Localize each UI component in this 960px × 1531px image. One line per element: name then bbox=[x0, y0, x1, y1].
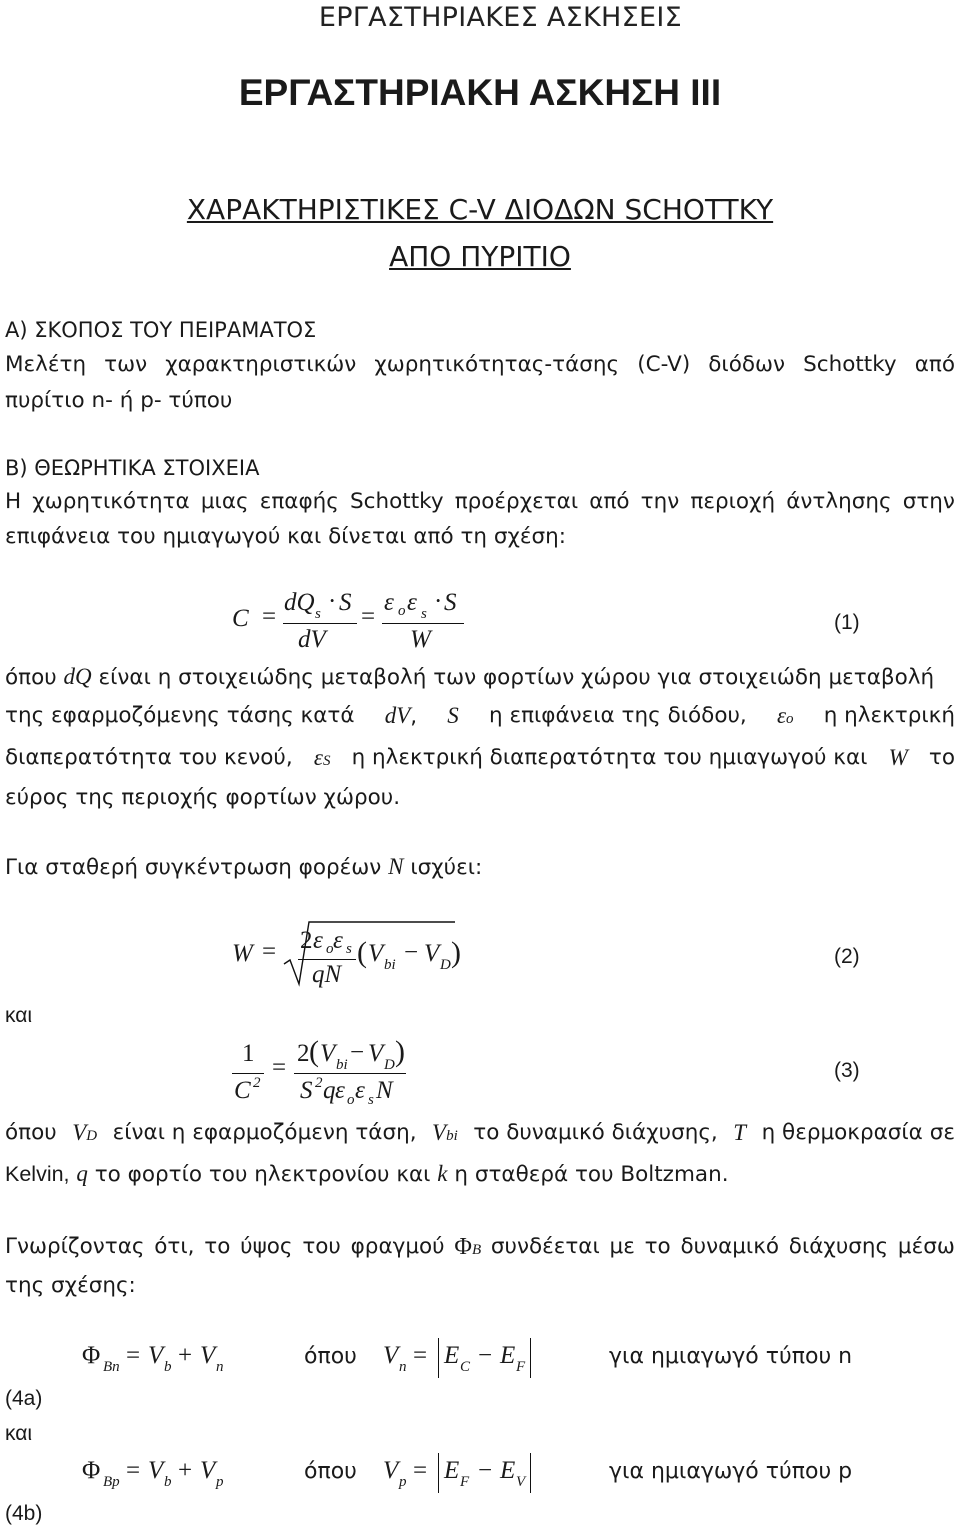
page-title: ΕΡΓΑΣΤΗΡΙΑΚΗ ΑΣΚΗΣΗ ΙΙΙ bbox=[238, 72, 722, 113]
equation-1-label: (1) bbox=[834, 611, 860, 634]
carrier-concentration-line: Για σταθερή συγκέντρωση φορέων N ισχύει: bbox=[5, 854, 483, 880]
definitions-line-4: εύρος της περιοχής φορτίων χώρου. bbox=[5, 785, 401, 810]
section-b-line-2: επιφάνεια του ημιαγωγού και δίνεται από τη σχέση: bbox=[5, 524, 567, 549]
section-a-line-2: πυρίτιο n- ή p- τύπου bbox=[5, 388, 233, 413]
subtitle-line-1: ΧΑΡΑΚΤΗΡΙΣΤΙΚΕΣ C-V ΔΙΟΔΩΝ SCHOTTKY bbox=[186, 193, 774, 226]
equation-3-label: (3) bbox=[834, 1059, 860, 1082]
subtitle-line-2: ΑΠΟ ΠΥΡΙΤΙΟ bbox=[389, 240, 571, 273]
section-b-heading: Β) ΘΕΩΡΗΤΙΚΑ ΣΤΟΙΧΕΙΑ bbox=[5, 456, 260, 480]
equation-4b-label: (4b) bbox=[5, 1502, 43, 1525]
running-header: ΕΡΓΑΣΤΗΡΙΑΚΕΣ ΑΣΚΗΣΕΙΣ bbox=[318, 2, 682, 33]
and-word: και bbox=[5, 1004, 33, 1027]
and-word-2: και bbox=[5, 1422, 33, 1445]
section-a-line-1: Μελέτη των χαρακτηριστικών χωρητικότητας-τάσης (C-V) διόδων Schottky από bbox=[5, 352, 955, 377]
definitions-line-3: διαπερατότητα του κενού, εS η ηλεκτρική διαπερατότητα του ημιαγωγού και W το bbox=[5, 745, 955, 770]
section-b-line-1: Η χωρητικότητα μιας επαφής Schottky προέρχεται από την περιοχή άντλησης στην bbox=[5, 489, 955, 514]
definitions-line-1: όπου dQ είναι η στοιχειώδης μεταβολή των φορτίων χώρου για στοιχειώδη μεταβολή bbox=[5, 664, 935, 690]
section-a-heading: Α) ΣΚΟΠΟΣ ΤΟΥ ΠΕΙΡΑΜΑΤΟΣ bbox=[5, 318, 317, 342]
variables-line-2: Kelvin, q το φορτίο του ηλεκτρονίου και k η σταθερά του Boltzman. bbox=[5, 1161, 729, 1187]
barrier-height-line-1: Γνωρίζοντας ότι, το ύψος του φραγμού ΦB συνδέεται με το δυναμικό διάχυσης μέσω bbox=[5, 1234, 955, 1260]
equation-2-label: (2) bbox=[834, 945, 860, 968]
equation-4a-label: (4a) bbox=[5, 1387, 43, 1410]
definitions-line-2: της εφαρμοζόμενης τάσης κατά dV, S η επιφάνεια της διόδου, εo η ηλεκτρική bbox=[5, 703, 955, 729]
barrier-height-line-2: της σχέσης: bbox=[5, 1273, 136, 1298]
variables-line-1: όπου VD είναι η εφαρμοζόμενη τάση, Vbi το δυναμικό διάχυσης, T η θερμοκρασία σε bbox=[5, 1120, 955, 1145]
